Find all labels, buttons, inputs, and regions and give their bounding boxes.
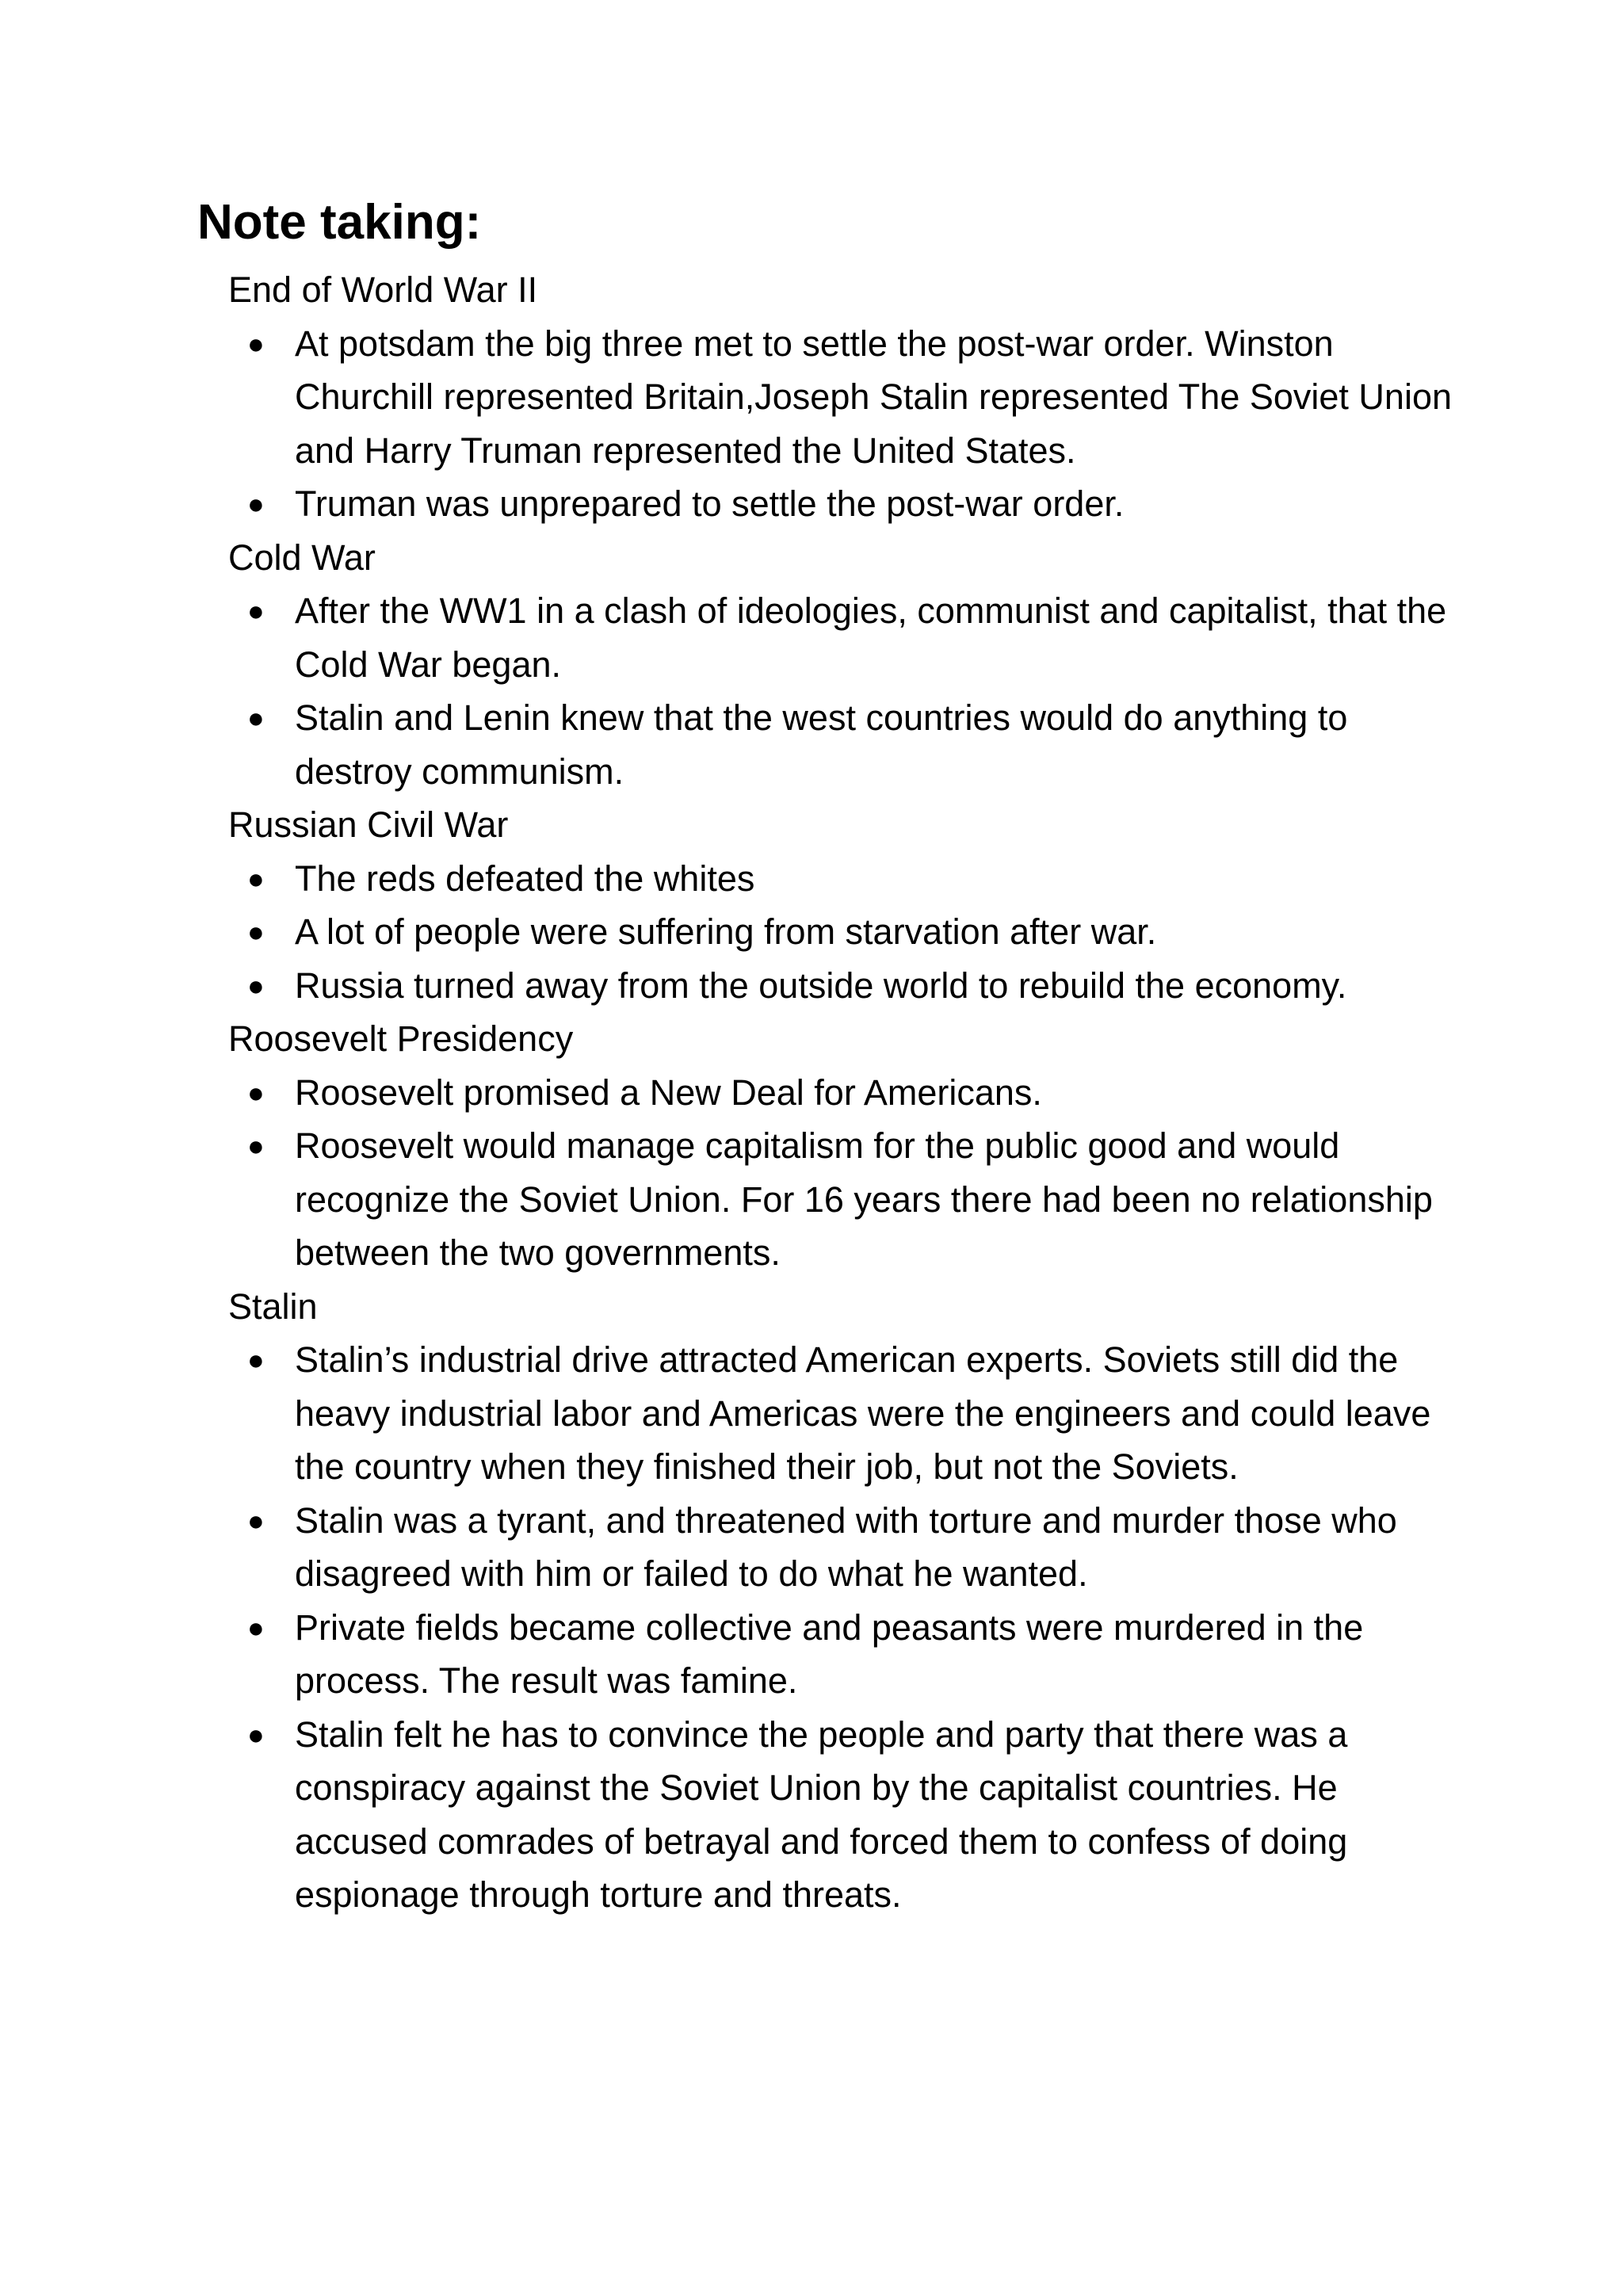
bullet-icon: ● (247, 1717, 265, 1751)
bullet-list (228, 1066, 1465, 1280)
section-roosevelt-presidency (228, 1012, 1465, 1280)
list-item-text: The reds defeated the whites (295, 858, 755, 899)
notes-content (228, 263, 1465, 1922)
list-item-text: A lot of people were suffering from starvation after war. (295, 911, 1157, 952)
list-item-text: Stalin and Lenin knew that the west countries would do anything to destroy communism. (295, 697, 1348, 792)
list-item-text: After the WW1 in a clash of ideologies, communist and capitalist, that the Cold War began. (295, 590, 1447, 685)
section-stalin (228, 1280, 1465, 1922)
list-item (228, 584, 1465, 691)
bullet-list (228, 1333, 1465, 1922)
section-end-of-wwii (228, 263, 1465, 531)
list-item (228, 959, 1465, 1013)
bullet-icon: ● (247, 1129, 265, 1162)
bullet-icon: ● (247, 487, 265, 520)
bullet-list (228, 852, 1465, 1013)
bullet-icon: ● (247, 327, 265, 360)
list-item (228, 1066, 1465, 1120)
list-item (228, 852, 1465, 906)
list-item-text: Private fields became collective and peasants were murdered in the process. The result was famine. (295, 1606, 1364, 1701)
section-russian-civil-war (228, 798, 1465, 1012)
list-item (228, 1601, 1465, 1708)
section-heading: Cold War (228, 537, 376, 578)
list-item-text: At potsdam the big three met to settle the post-war order. Winston Churchill represented Britain,Joseph Stalin represented The Soviet Union and Harry Truman represented the United States. (295, 323, 1452, 471)
list-item-text: Roosevelt would manage capitalism for the public good and would recognize the Soviet Union. For 16 years there had been no relationship between the two governments. (295, 1125, 1433, 1273)
bullet-icon: ● (247, 594, 265, 627)
list-item (228, 477, 1465, 531)
list-item-text: Stalin felt he has to convince the people and party that there was a conspiracy against the Soviet Union by the capitalist countries. He accused comrades of betrayal and forced them to confess of doing espionage through torture and threats. (295, 1713, 1348, 1915)
section-heading: Russian Civil War (228, 804, 509, 845)
list-item-text: Russia turned away from the outside world to rebuild the economy. (295, 965, 1347, 1006)
list-item-text: Truman was unprepared to settle the post-war order. (295, 483, 1125, 524)
section-heading: Roosevelt Presidency (228, 1018, 574, 1059)
list-item (228, 1333, 1465, 1494)
bullet-icon: ● (247, 915, 265, 948)
section-heading: Stalin (228, 1286, 318, 1327)
bullet-icon: ● (247, 968, 265, 1002)
list-item-text: Roosevelt promised a New Deal for Americans. (295, 1072, 1042, 1113)
list-item-text: Stalin was a tyrant, and threatened with torture and murder those who disagreed with him or failed to do what he wanted. (295, 1499, 1397, 1594)
bullet-icon: ● (247, 1075, 265, 1109)
section-cold-war (228, 531, 1465, 799)
list-item (228, 1119, 1465, 1280)
bullet-icon: ● (247, 1343, 265, 1376)
list-item-text: Stalin’s industrial drive attracted American experts. Soviets still did the heavy industrial labor and Americas were the engineers and could leave the country when they finished their job, but not the Soviets. (295, 1339, 1431, 1487)
list-item (228, 1708, 1465, 1922)
bullet-list (228, 317, 1465, 531)
bullet-icon: ● (247, 861, 265, 895)
bullet-icon: ● (247, 1610, 265, 1644)
list-item (228, 905, 1465, 959)
section-heading: End of World War II (228, 269, 538, 310)
bullet-icon: ● (247, 701, 265, 734)
bullet-list (228, 584, 1465, 798)
bullet-icon: ● (247, 1503, 265, 1537)
list-item (228, 317, 1465, 478)
list-item (228, 691, 1465, 798)
list-item (228, 1494, 1465, 1601)
page-title: Note taking: (197, 195, 482, 250)
